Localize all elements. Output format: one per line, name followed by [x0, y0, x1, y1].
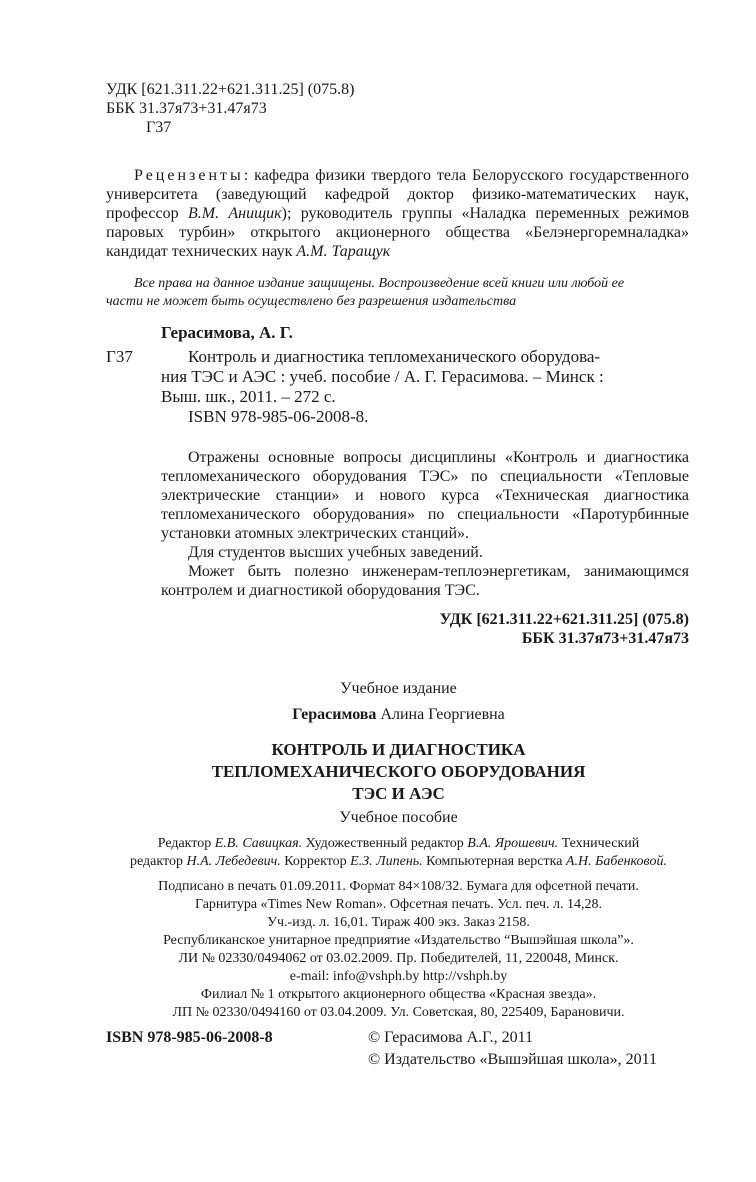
- book-subtitle: Учебное пособие: [339, 809, 458, 826]
- reviewers-text-2: ); руководитель группы «Наладка переменных режимов паровых турбин» открытого акционерного общества «Белэнергоремналадка» кандидат технических наук: [106, 205, 690, 260]
- reviewers-paragraph: [106, 166, 689, 261]
- biblio-line-3: Выш. шк., 2011. – 272 с.: [161, 387, 336, 406]
- publisher-name: Республиканское унитарное предприятие «Издательство “Вышэйшая школа”».: [163, 933, 634, 948]
- reviewer-name-2: А.М. Таращук: [296, 243, 391, 260]
- printer-license: ЛП № 02330/0494160 от 03.04.2009. Ул. Советская, 80, 225409, Барановичи.: [172, 1005, 625, 1020]
- staff-tech-editor-name: Н.А. Лебедевич.: [186, 854, 281, 869]
- edition-type: Учебное издание: [340, 680, 457, 697]
- rights-line-1: Все права на данное издание защищены. Воспроизведение всей книги или любой ее: [134, 276, 625, 291]
- book-title-line-2: ТЕПЛОМЕХАНИЧЕСКОГО ОБОРУДОВАНИЯ: [211, 762, 586, 781]
- printer-name: Филиал № 1 открытого акционерного общества «Красная звезда».: [200, 987, 597, 1002]
- rights-line-2: части не может быть осуществлено без разрешения издательства: [106, 294, 517, 309]
- imprint-author-surname: Герасимова: [292, 706, 377, 723]
- biblio-line-2: ния ТЭС и АЭС : учеб. пособие / А. Г. Герасимова. – Минск :: [161, 367, 604, 386]
- classification-udk: УДК [621.311.22+621.311.25] (075.8): [439, 611, 689, 628]
- reviewers-text-1: : кафедра физики твердого тела Белорусского государственного университета (заведующий кафедрой доктор физико-математических наук, профессор: [106, 167, 689, 222]
- header-code: Г37: [146, 119, 172, 136]
- copyright-author: © Герасимова А.Г., 2011: [368, 1029, 534, 1046]
- print-info-3: Уч.-изд. л. 16,01. Тираж 400 экз. Заказ 2158.: [267, 915, 530, 930]
- biblio-isbn: ISBN 978-985-06-2008-8.: [188, 407, 369, 426]
- biblio-line-1: Контроль и диагностика тепломеханического оборудова-: [188, 347, 601, 366]
- print-info-1: Подписано в печать 01.09.2011. Формат 84×108/32. Бумага для офсетной печати.: [158, 879, 639, 894]
- staff-layout-name: А.Н. Бабенковой.: [565, 854, 667, 869]
- abstract-para-2: Для студентов высших учебных заведений.: [188, 544, 483, 561]
- footer-isbn: ISBN 978-985-06-2008-8: [106, 1029, 273, 1046]
- abstract-para-3: Может быть полезно инженерам-теплоэнергетикам, занимающимся контролем и диагностикой оборудования ТЭС.: [161, 563, 689, 599]
- staff-role-proofreader: Корректор: [280, 854, 351, 869]
- imprint-author: [0, 705, 756, 724]
- publisher-license: ЛИ № 02330/0494062 от 03.02.2009. Пр. Победителей, 11, 220048, Минск.: [178, 951, 619, 966]
- classification-bbk: ББК 31.37я73+31.47я73: [521, 630, 689, 647]
- imprint-author-name: Алина Георгиевна: [376, 706, 505, 723]
- print-info-2: Гарнитура «Times New Roman». Офсетная печать. Усл. печ. л. 14,28.: [194, 897, 603, 912]
- biblio-author: Герасимова, А. Г.: [161, 323, 293, 342]
- biblio-record: [161, 347, 689, 427]
- book-title-line-1: КОНТРОЛЬ И ДИАГНОСТИКА: [271, 740, 526, 759]
- staff-role-tech-editor-2: редактор: [130, 854, 187, 869]
- staff-role-tech-editor-1: Технический: [558, 836, 640, 851]
- staff-role-editor: Редактор: [157, 836, 215, 851]
- staff-proofreader-name: Е.З. Липень.: [350, 854, 423, 869]
- staff-role-art-editor: Художественный редактор: [302, 836, 468, 851]
- book-title-line-3: ТЭС И АЭС: [352, 784, 445, 803]
- staff-editor-name: Е.В. Савицкая.: [214, 836, 303, 851]
- header-bbk: ББК 31.37я73+31.47я73: [106, 100, 267, 117]
- staff-role-layout: Компьютерная верстка: [422, 854, 566, 869]
- biblio-code: Г37: [106, 347, 133, 366]
- staff-art-editor-name: В.А. Ярошевич.: [467, 836, 559, 851]
- reviewers-label: Рецензенты: [134, 167, 244, 184]
- header-udk: УДК [621.311.22+621.311.25] (075.8): [106, 81, 355, 98]
- abstract-para-1: Отражены основные вопросы дисциплины «Контроль и диагностика тепломеханического оборудования ТЭС» по специальности «Тепловые электрические станции» и нового курса «Техническая диагностика тепломеханического оборудования» по специальности «Паротурбинные установки атомных электрических станций».: [161, 449, 689, 542]
- publisher-contacts: e-mail: info@vshph.by http://vshph.by: [289, 969, 508, 984]
- staff-line-1: [0, 835, 756, 853]
- staff-line-2: [0, 853, 756, 871]
- reviewer-name-1: В.М. Анищик: [187, 205, 282, 222]
- copyright-publisher: © Издательство «Вышэйшая школа», 2011: [368, 1051, 657, 1068]
